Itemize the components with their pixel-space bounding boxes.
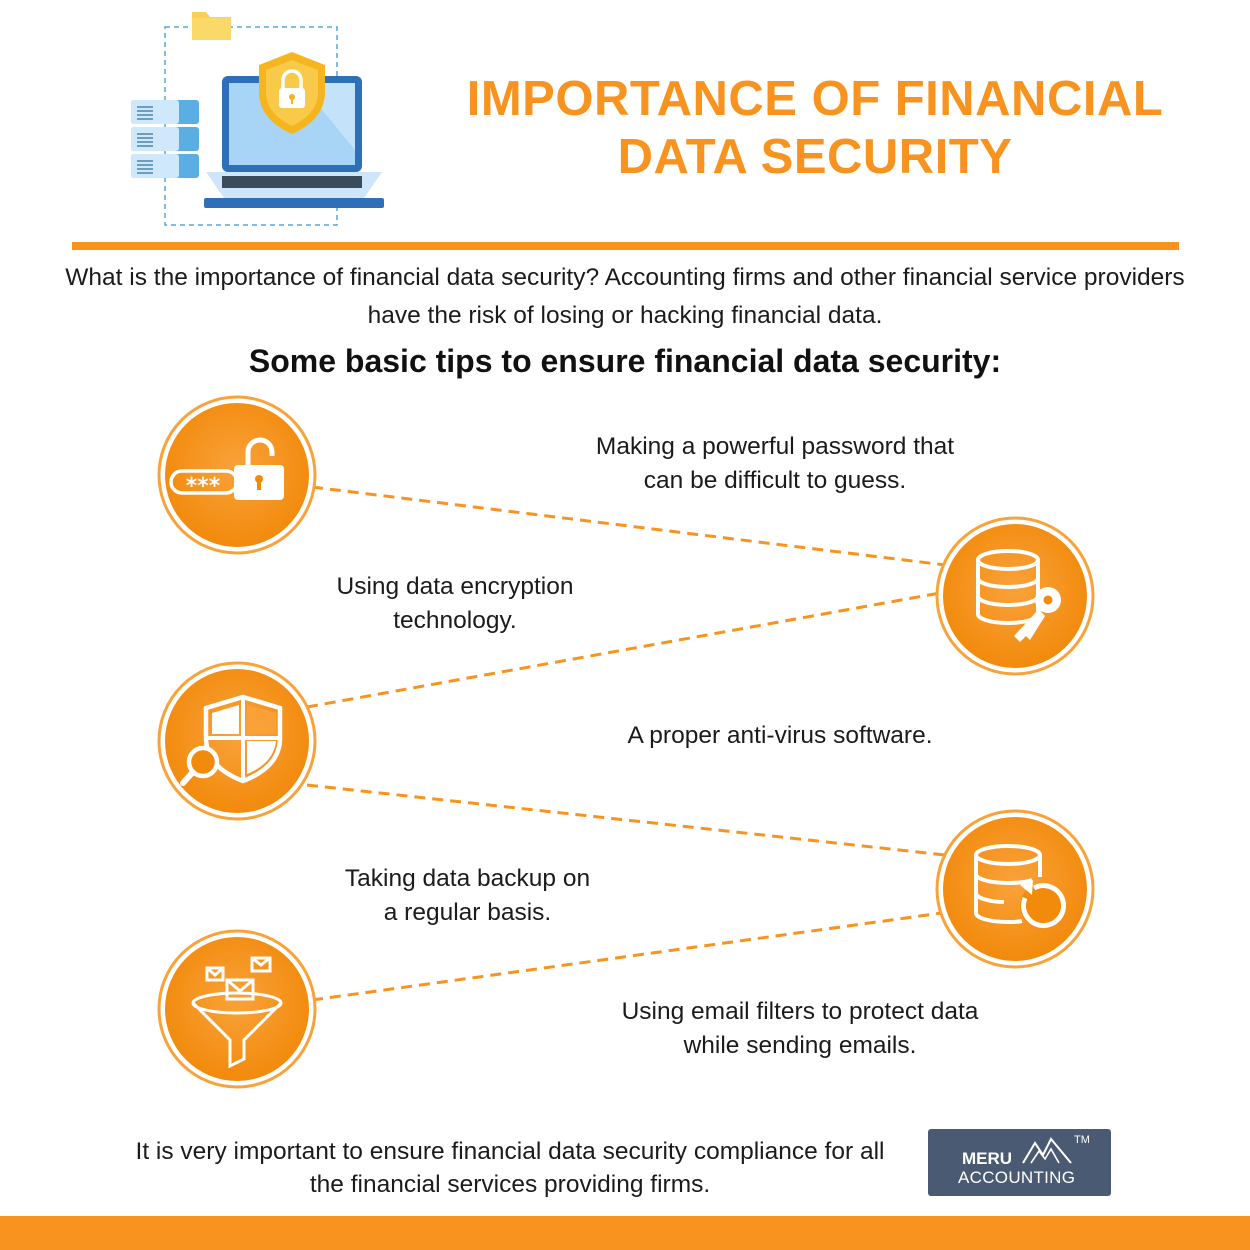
tip-encryption [290, 570, 620, 638]
email-filter-icon [159, 931, 315, 1087]
page-title: IMPORTANCE OF FINANCIAL DATA SECURITY [466, 72, 1164, 184]
bottom-bar [0, 1216, 1250, 1250]
svg-text:***: *** [185, 474, 221, 499]
tip-encryption-text: Using data encryption technology. [336, 573, 574, 634]
tip-email-filter [600, 995, 1000, 1063]
password-lock-icon [159, 397, 315, 553]
tip-antivirus: A proper anti-virus software. [627, 722, 933, 749]
logo-line1: MERU [962, 1149, 1013, 1168]
shield-magnifier-icon [159, 663, 315, 819]
footer-statement: It is very important to ensure financial data security compliance for all the financial services providing firms. [135, 1138, 885, 1198]
tip-password-text: Making a powerful password that can be difficult to guess. [595, 433, 955, 494]
meru-accounting-logo [928, 1129, 1111, 1196]
tip-email-filter-text: Using email filters to protect data while sending emails. [621, 998, 979, 1059]
logo-trademark: TM [1074, 1134, 1090, 1146]
database-key-icon [937, 518, 1093, 674]
database-backup-icon [937, 811, 1093, 967]
mountain-icon [1021, 1135, 1073, 1165]
intro-paragraph: What is the importance of financial data security? Accounting firms and other financial service providers have the risk of losing or hacking financial data. [65, 264, 1185, 329]
tip-backup-text: Taking data backup on a regular basis. [344, 865, 591, 926]
logo-line2: ACCOUNTING [958, 1168, 1076, 1187]
tip-password [560, 430, 990, 498]
tip-backup [315, 862, 620, 930]
tips-heading: Some basic tips to ensure financial data security: [248, 343, 1002, 379]
